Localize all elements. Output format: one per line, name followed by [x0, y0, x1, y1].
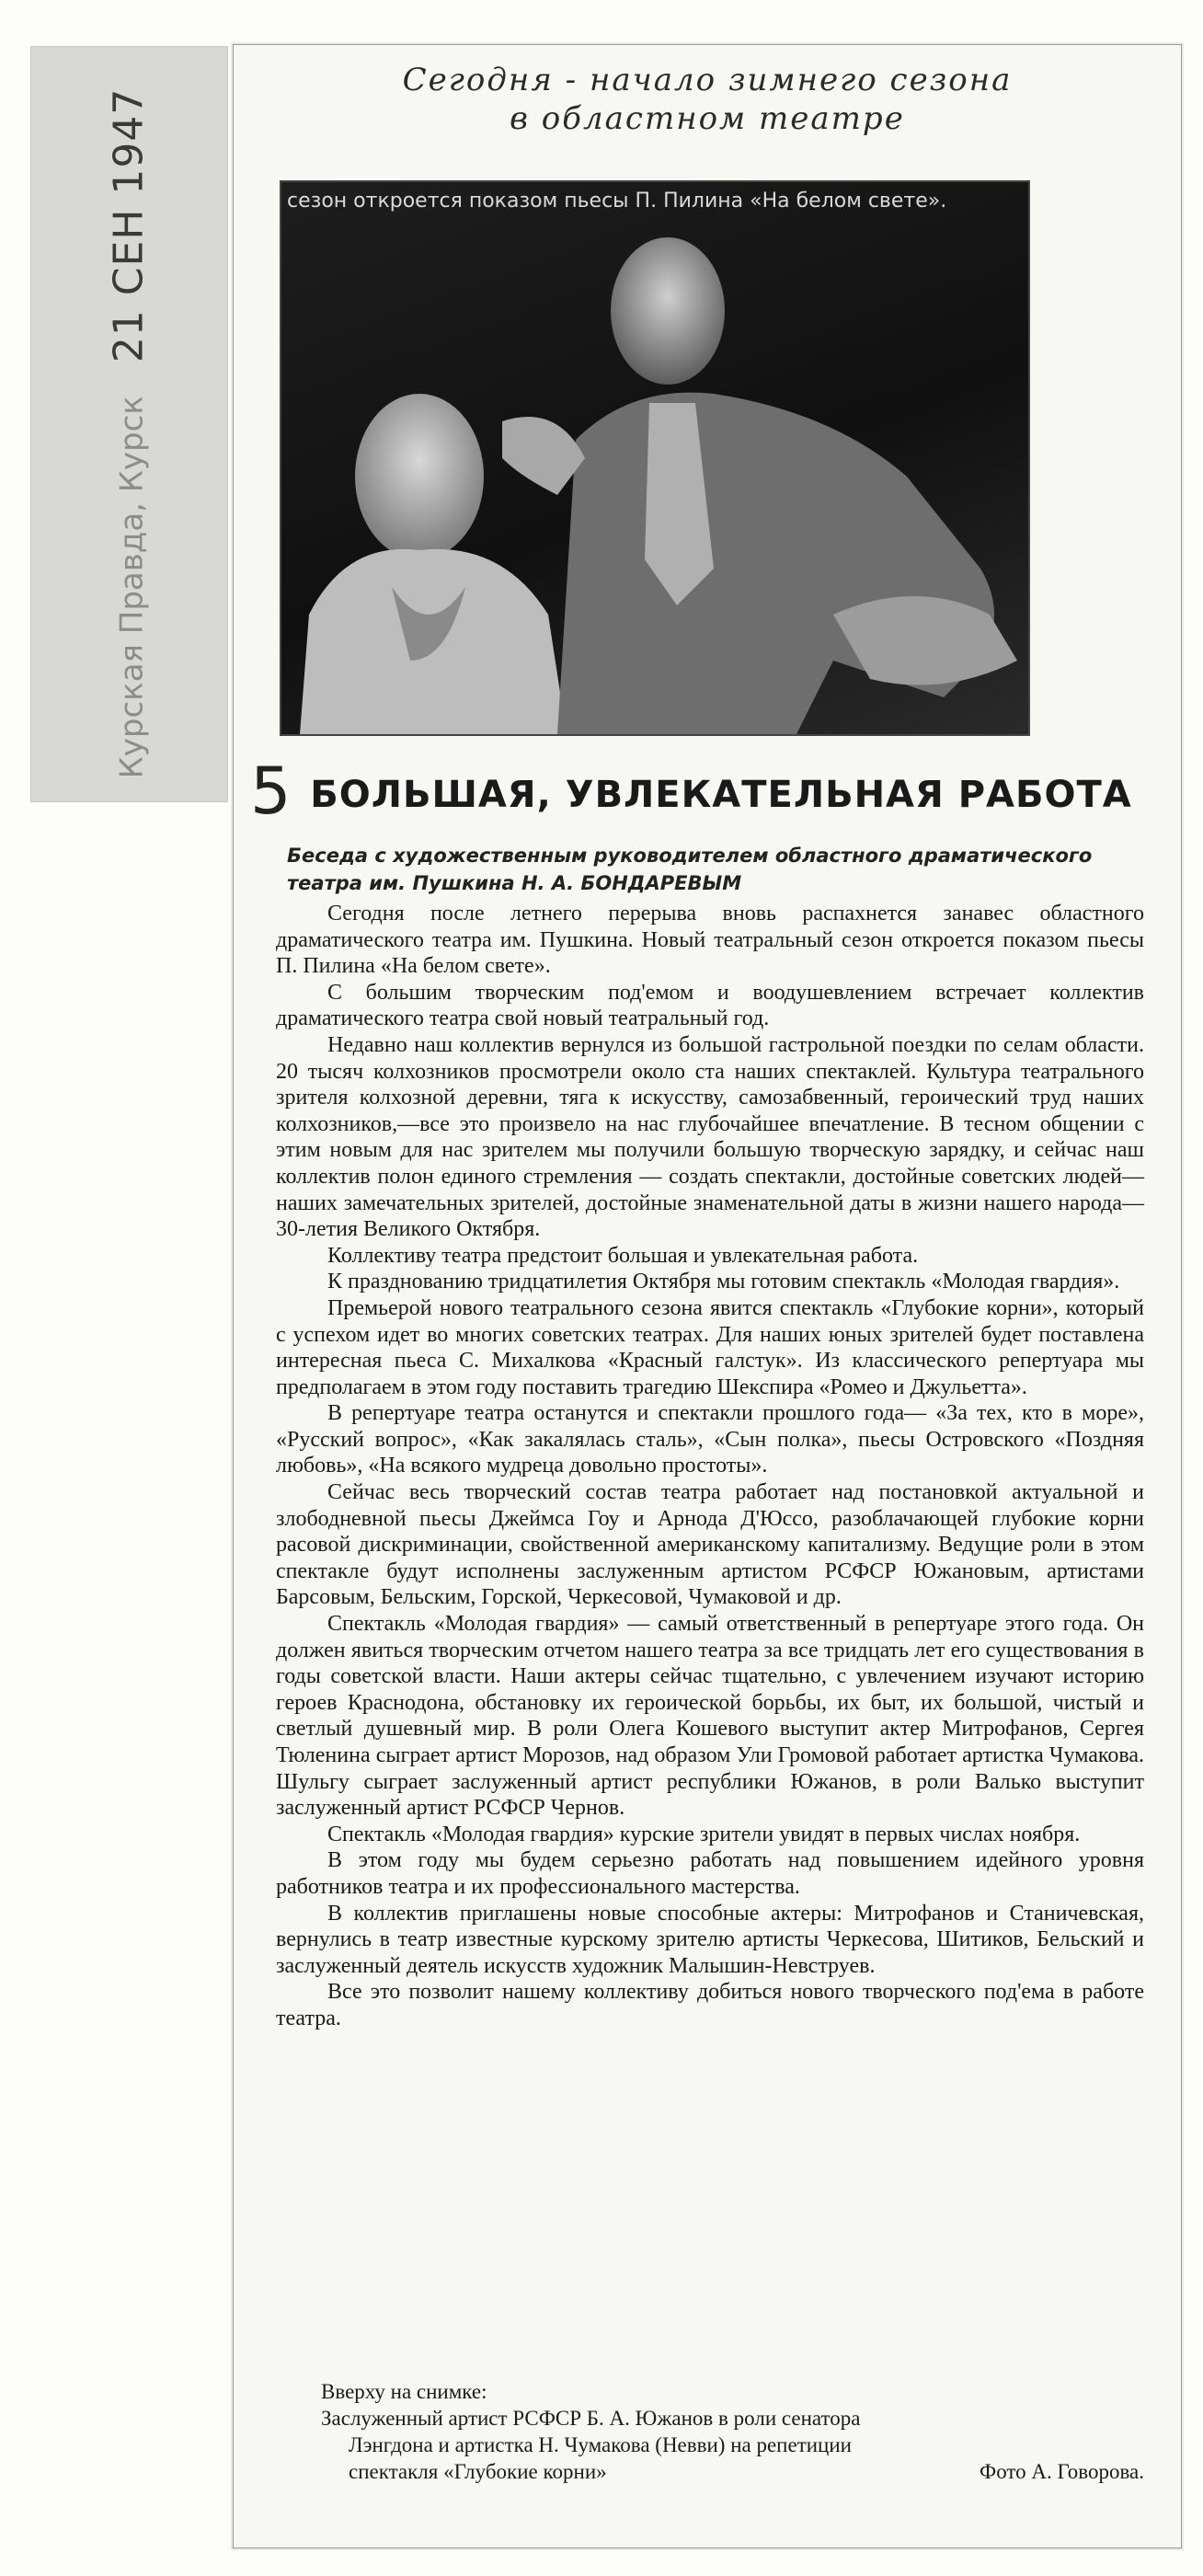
- photo-note-line-3: спектакля «Глубокие корни»: [349, 2460, 607, 2483]
- stamp-paper-name: Курская Правда, Курск: [113, 396, 151, 779]
- article-paragraph: Коллективу театра предстоит большая и увлекательная работа.: [327, 1243, 919, 1268]
- article-paragraph: Недавно наш коллектив вернулся из большой гастрольной поездки по селам области. 20 тысяч колхозников просмотрели около ста наших спектаклей. Культура театрального зрителя колхозной деревни, тяга к искусству, самозабвенный, героический труд наших колхозников,—все это произвело на нас глубочайшее впечатление. В тесном общении с этим новым для нас зрителем мы получили большую творческую зарядку, и сейчас наш коллектив полон единого стремления — создать спектакли, достойные советских людей—наших замечательных зрителей, достойные знаменательной даты в жизни нашего народа—30-летия Великого Октября.: [276, 1032, 1144, 1242]
- photo-illustration: [281, 182, 1028, 734]
- article-body: [276, 901, 1144, 2032]
- rehearsal-photo: [280, 180, 1030, 736]
- photo-note-line-1: Заслуженный артист РСФСР Б. А. Южанов в роли сенатора: [321, 2407, 861, 2430]
- article-paragraph: Все это позволит нашему коллективу добиться нового творческого под'ема в работе театра.: [276, 1980, 1144, 2030]
- photo-note-intro: Вверху на снимке:: [321, 2380, 487, 2403]
- photo-note-credit-row: [321, 2458, 1144, 2485]
- article-paragraph: К празднованию тридцатилетия Октября мы готовим спектакль «Молодая гвардия».: [327, 1270, 1120, 1294]
- archive-stamp-strip: [30, 46, 228, 802]
- stamp-date: 21 СЕН 1947: [105, 87, 153, 363]
- photo-credit: Фото А. Говорова.: [980, 2460, 1144, 2483]
- actress-figure-head: [355, 394, 484, 559]
- actor-figure-head: [611, 237, 725, 385]
- photo-caption-note: [321, 2378, 1144, 2485]
- article-paragraph: В репертуаре театра останутся и спектакли прошлого года— «За тех, кто в море», «Русский вопрос», «Как закалялась сталь», «Сын полка», пьесы Островского «Поздняя любовь», «На всякого мудреца довольно простоты».: [276, 1401, 1144, 1478]
- archive-stamp: [31, 47, 227, 801]
- article-paragraph: Премьерой нового театрального сезона явится спектакль «Глубокие корни», который с успехом идет во многих советских театрах. Для наших юных зрителей будет поставлена интересная пьеса С. Михалкова «Красный галстук». Из классического репертуара мы предполагаем в этом году поставить трагедию Шекспира «Ромео и Джульетта».: [276, 1295, 1144, 1399]
- article-paragraph: В этом году мы будем серьезно работать над повышением идейного уровня работников театра и их профессионального мастерства.: [276, 1848, 1144, 1899]
- article-headline: БОЛЬШАЯ, УВЛЕКАТЕЛЬНАЯ РАБОТА: [310, 774, 1132, 816]
- article-paragraph: Сейчас весь творческий состав театра работает над постановкой актуальной и злободневной пьесы Джеймса Гоу и Арнода Д'Юссо, разоблачающей глубокие корни расовой дискриминации, свойственной американскому капитализму. Ведущие роли в этом спектакле будут исполнены заслуженным артистом РСФСР Южановым, артистами Барсовым, Бельским, Горской, Черкесовой, Чумаковой и др.: [276, 1480, 1144, 1610]
- article-paragraph: Спектакль «Молодая гвардия» — самый ответственный в репертуаре этого года. Он должен явиться творческим отчетом нашего театра за все тридцать лет его существования в годы советской власти. Наши актеры сейчас тщательно, с увлечением изучают историю героев Краснодона, обстановку их героической борьбы, их быт, их большой, чистый и светлый душевный мир. В роли Олега Кошевого выступит актер Митрофанов, Сергея Тюленина сыграет артист Морозов, над образом Ули Громовой работает артистка Чумакова. Шульгу сыграет заслуженный артист республики Южанов, в роли Валько выступит заслуженный артист РСФСР Чернов.: [276, 1612, 1144, 1821]
- article-paragraph: Спектакль «Молодая гвардия» курские зрители увидят в первых числах ноября.: [327, 1822, 1081, 1846]
- photo-note-line-2: Лэнгдона и артистка Н. Чумакова (Невви) на репетиции: [349, 2433, 852, 2456]
- photo-overprint-text: сезон откроется показом пьесы П. Пилина «На белом свете».: [287, 190, 947, 213]
- article-paragraph: В коллектив приглашены новые способные актеры: Митрофанов и Станичевская, вернулись в театр известные курскому зрителю артисты Черкесова, Шитиков, Бельский и заслуженный деятель искусств художник Малышин-Невструев.: [276, 1901, 1144, 1978]
- rubric-line-2: в областном театре: [510, 100, 905, 137]
- newspaper-clipping: [233, 44, 1182, 2548]
- section-number: 5: [250, 753, 292, 829]
- article-paragraph: С большим творческим под'емом и воодушевлением встречает коллектив драматического театра свой новый театральный год.: [276, 980, 1144, 1031]
- article-subhead: Беседа с художественным руководителем областного драматического театра им. Пушкина Н. А. БОНДАРЕВЫМ: [287, 845, 1093, 894]
- rubric-line-1: Сегодня - начало зимнего сезона: [402, 62, 1013, 98]
- article-paragraph: Сегодня после летнего перерыва вновь распахнется занавес областного драматического театра им. Пушкина. Новый театральный сезон откроется показом пьесы П. Пилина «На белом свете».: [276, 902, 1144, 979]
